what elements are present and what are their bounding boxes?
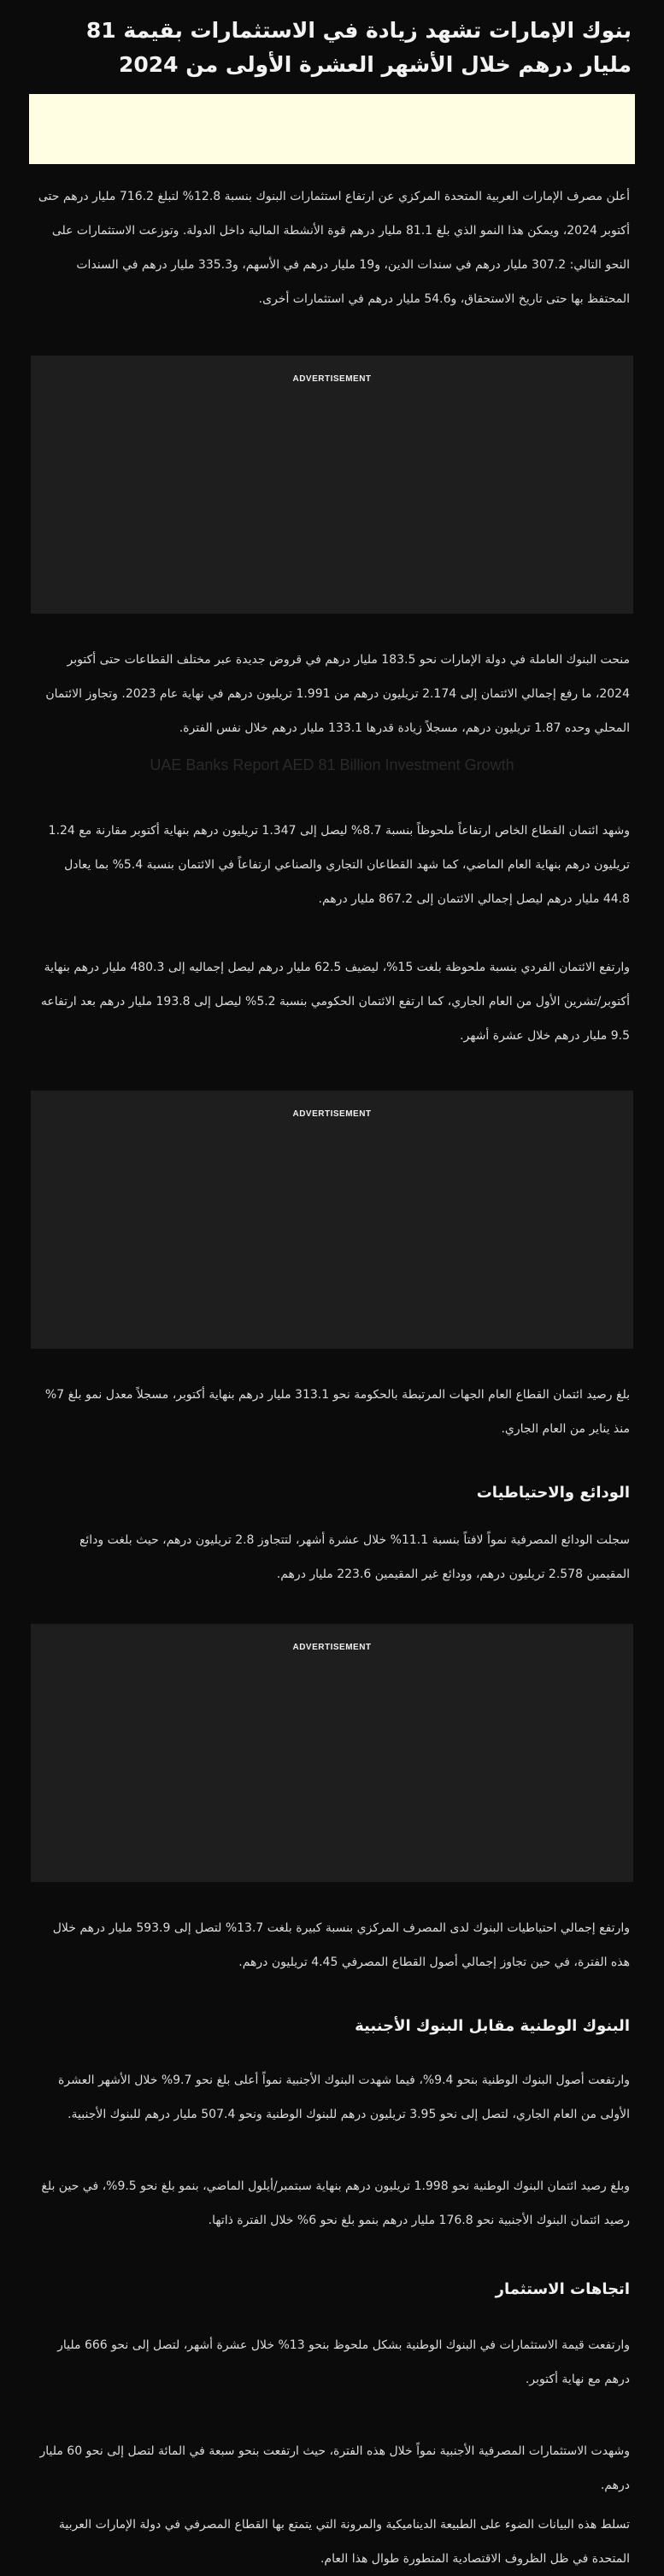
article-title: بنوك الإمارات تشهد زيادة في الاستثمارات بقيمة 81 مليار درهم خلال الأشهر العشرة الأولى من 2024 xyxy=(85,18,632,77)
ad-label: ADVERTISEMENT xyxy=(292,1109,372,1119)
paragraph-12: تسلط هذه البيانات الضوء على الطبيعة الديناميكية والمرونة التي يتمتع بها القطاع المصرفي في دولة الإمارات العربية المتحدة في ظل الظروف الاقتصادية المتطورة طوال هذا العام. xyxy=(58,2518,630,2566)
ad-label: ADVERTISEMENT xyxy=(292,374,372,384)
top-banner-ad[interactable] xyxy=(29,94,635,164)
paragraph-7: وارتفع إجمالي احتياطيات البنوك لدى المصرف المركزي بنسبة كبيرة بلغت 13.7% لتصل إلى 593.9 مليار درهم خلال هذه الفترة، في حين تجاوز إجمالي أصول القطاع المصرفي 4.45 تريليون درهم. xyxy=(52,1921,630,1969)
paragraph-11: وشهدت الاستثمارات المصرفية الأجنبية نمواً خلال هذه الفترة، حيث ارتفعت بنحو سبعة في المائة لتصل إلى نحو 60 مليار درهم. xyxy=(39,2444,630,2492)
related-article-link[interactable]: UAE Banks Report AED 81 Billion Investment Growth xyxy=(150,756,514,773)
paragraph-9: وبلغ رصيد ائتمان البنوك الوطنية نحو 1.998 تريليون درهم بنهاية سبتمبر/أيلول الماضي، بنمو بلغ نحو 9.5%، في حين بلغ رصيد ائتمان البنوك الأجنبية نحو 176.8 مليار درهم بنمو بلغ نحو 6% خلال الفترة ذاتها. xyxy=(41,2179,630,2227)
paragraph-2: منحت البنوك العاملة في دولة الإمارات نحو 183.5 مليار درهم في قروض جديدة عبر مختلف القطاعات حتى أكتوبر 2024، ما رفع إجمالي الائتمان إلى 2.174 تريليون درهم من 1.991 تريليون درهم في نهاية عام 2023. وتجاوز الائتمان المحلي وحده 1.87 تريليون درهم، مسجلاً زيادة قدرها 133.1 مليار درهم خلال نفس الفترة. xyxy=(45,653,630,735)
ad-label: ADVERTISEMENT xyxy=(292,1643,372,1652)
advertisement-3[interactable] xyxy=(31,1624,633,1882)
paragraph-8: وارتفعت أصول البنوك الوطنية بنحو 9.4%، فيما شهدت البنوك الأجنبية نمواً أعلى بلغ نحو 9.7% خلال الأشهر العشرة الأولى من العام الجاري، لتصل إلى نحو 3.95 تريليون درهم للبنوك الوطنية ونحو 507.4 مليار درهم للبنوك الأجنبية. xyxy=(58,2073,630,2121)
paragraph-10: وارتفعت قيمة الاستثمارات في البنوك الوطنية بشكل ملحوظ بنحو 13% خلال عشرة أشهر، لتصل إلى نحو 666 مليار درهم مع نهاية أكتوبر. xyxy=(57,2338,630,2386)
paragraph-5: بلغ رصيد ائتمان القطاع العام الجهات المرتبطة بالحكومة نحو 313.1 مليار درهم بنهاية أكتوبر، مسجلاً معدل نمو بلغ 7% منذ يناير من العام الجاري. xyxy=(44,1388,630,1436)
section-heading-investment-trends: اتجاهات الاستثمار xyxy=(495,2280,630,2298)
advertisement-1[interactable] xyxy=(31,356,633,614)
paragraph-1: أعلن مصرف الإمارات العربية المتحدة المركزي عن ارتفاع استثمارات البنوك بنسبة 12.8% لتبلغ 716.2 مليار درهم حتى أكتوبر 2024، ويمكن هذا النمو الذي بلغ 81.1 مليار درهم قوة الأنشطة المالية داخل الدولة. وتوزعت الاستثمارات على النحو التالي: 307.2 مليار درهم في سندات الدين، و19 مليار درهم في الأسهم، و335.3 مليار درهم في السندات المحتفظ بها حتى تاريخ الاستحقاق، و54.6 مليار درهم في استثمارات أخرى. xyxy=(38,190,630,306)
section-heading-deposits: الودائع والاحتياطيات xyxy=(476,1484,630,1502)
paragraph-4: وارتفع الائتمان الفردي بنسبة ملحوظة بلغت 15%، ليضيف 62.5 مليار درهم ليصل إجماليه إلى 480.3 مليار درهم بنهاية أكتوبر/تشرين الأول من العام الجاري، كما ارتفع الائتمان الحكومي بنسبة 5.2% ليصل إلى 193.8 مليار درهم بعد ارتفاعه 9.5 مليار درهم خلال عشرة أشهر. xyxy=(40,961,630,1043)
paragraph-6: سجلت الودائع المصرفية نمواً لافتاً بنسبة 11.1% خلال عشرة أشهر، لتتجاوز 2.8 تريليون درهم، حيث بلغت ودائع المقيمين 2.578 تريليون درهم، وودائع غير المقيمين 223.6 مليار درهم. xyxy=(79,1533,630,1581)
paragraph-3: وشهد ائتمان القطاع الخاص ارتفاعاً ملحوظاً بنسبة 8.7% ليصل إلى 1.347 تريليون درهم بنهاية أكتوبر مقارنة مع 1.24 تريليون درهم بنهاية العام الماضي، كما شهد القطاعان التجاري والصناعي ارتفاعاً في الائتمان بنسبة 5.4% بما يعادل 44.8 مليار درهم ليصل إجمالي الائتمان إلى 867.2 مليار درهم. xyxy=(48,824,630,906)
advertisement-2[interactable] xyxy=(31,1091,633,1349)
section-heading-national-vs-foreign: البنوك الوطنية مقابل البنوك الأجنبية xyxy=(355,2017,630,2035)
